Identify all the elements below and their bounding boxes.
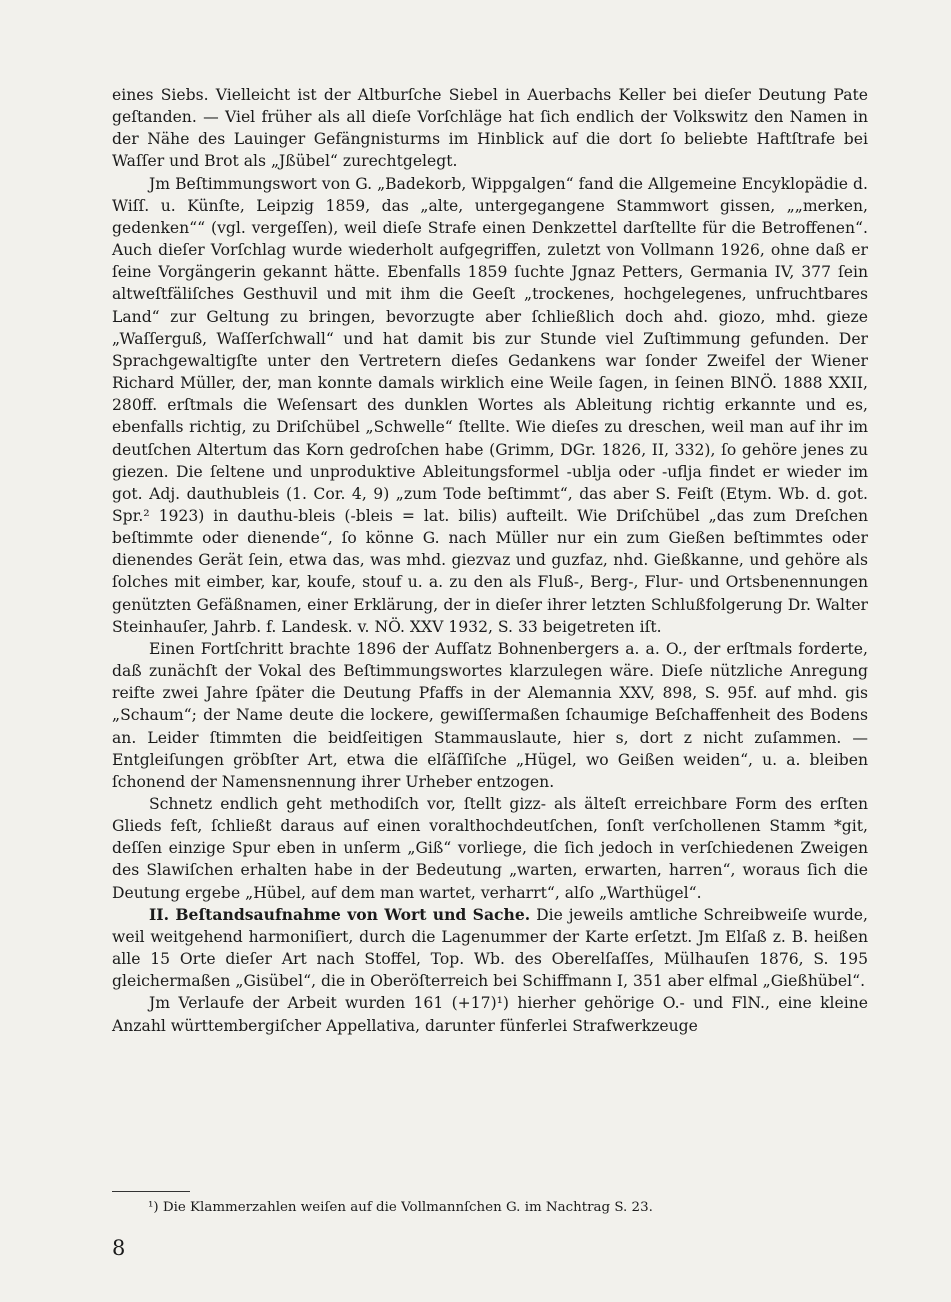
paragraph-last: Jm Verlaufe der Arbeit wurden 161 (+17)¹) hierher gehörige O.- und FlN., eine kleine Anzahl württembergiſcher Appellativa, darunter fünferlei Strafwerkzeuge [112, 994, 868, 1035]
section-paragraph [112, 904, 868, 993]
section-heading: II. Beſtandsaufnahme von Wort und Sache. [149, 904, 531, 924]
paragraph-4: Schnetz endlich geht methodiſch vor, ſtellt gizz- als älteſt erreichbare Form des erſten Glieds feſt, ſchließt daraus auf einen voralthochdeutſchen, ſonſt verſchollenen Stamm *git, deſſen einzige Spur eben in unſerm „Giß“ vorliege, die ſich jedoch in verſchiedenen Zweigen des Slawiſchen erhalten habe in der Bedeutung „warten, erwarten, harren“, woraus ſich die Deutung ergebe „Hübel, auf dem man wartet, verharrt“, alſo „Warthügel“. [112, 795, 868, 902]
paragraph-2: Jm Beſtimmungswort von G. „Badekorb, Wippgalgen“ fand die Allgemeine Encyklopädie d. Wiſſ. u. Künſte, Leipzig 1859, das „alte, untergegangene Stammwort gissen, „„merken, gedenken““ (vgl. vergeſſen), weil dieſe Strafe einen Denkzettel darſtellte für die Betroffenen“. Auch dieſer Vorſchlag wurde wiederholt aufgegriffen, zuletzt von Vollmann 1926, ohne daß er ſeine Vorgängerin gekannt hätte. Ebenfalls 1859 ſuchte Jgnaz Petters, Germania IV, 377 ſein altweſtfäliſches Gesthuvil und mit ihm die Geeſt „trockenes, hochgelegenes, unfruchtbares Land“ zur Geltung zu bringen, bevorzugte aber ſchließlich doch ahd. giozo, mhd. gieze „Waſſerguß, Waſſerſchwall“ und hat damit bis zur Stunde viel Zuſtimmung gefunden. Der Sprachgewaltigſte unter den Vertretern dieſes Gedankens war ſonder Zweifel der Wiener Richard Müller, der, man konnte damals wirklich eine Weile ſagen, in ſeinen BlNÖ. 1888 XXII, 280ff. erſtmals die Weſensart des dunklen Wortes als Ableitung richtig erkannte und es, ebenfalls richtig, zu Driſchübel „Schwelle“ ſtellte. Wie dieſes zu dreschen, weil man auf ihr im deutſchen Altertum das Korn gedroſchen habe (Grimm, DGr. 1826, II, 332), ſo gehöre jenes zu giezen. Die ſeltene und unproduktive Ableitungsformel -ublja oder -uflja findet er wieder im got. Adj. dauthubleis (1. Cor. 4, 9) „zum Tode beſtimmt“, das aber S. Feiſt (Etym. Wb. d. got. Spr.² 1923) in dauthu-bleis (-bleis = lat. bilis) aufteilt. Wie Driſchübel „das zum Dreſchen beſtimmte oder dienende“, ſo könne G. nach Müller nur ein zum Gießen beſtimmtes oder dienendes Gerät ſein, etwa das, was mhd. giezvaz und guzfaz, nhd. Gießkanne, und gehöre als ſolches mit eimber, kar, koufe, stouf u. a. zu den als Fluß-, Berg-, Flur- und Ortsbenennungen genützten Gefäßnamen, einer Erklärung, der in dieſer ihrer letzten Schlußfolgerung Dr. Walter Steinhauſer, Jahrb. f. Landesk. v. NÖ. XXV 1932, S. 33 beigetreten iſt. [112, 174, 868, 636]
body-text [112, 84, 868, 1037]
footnote: ¹) Die Klammerzahlen weiſen auf die Vollmannſchen G. im Nachtrag S. 23. [148, 1200, 653, 1215]
footnote-rule [112, 1191, 190, 1192]
page-number: 8 [112, 1236, 126, 1260]
section-paragraph-text: Die jeweils amtliche Schreibweiſe wurde, weil weitgehend harmoniſiert, durch die Lagenummer der Karte erſetzt. Jm Elſaß z. B. heißen alle 15 Orte dieſer Art nach Stoffel, Top. Wb. des Oberelſaſſes, Mülhauſen 1876, S. 195 gleichermaßen „Gisübel“, die in Oberöſterreich bei Schiffmann I, 351 aber elfmal „Gießhübel“. [112, 905, 868, 991]
paragraph-3: Einen Fortſchritt brachte 1896 der Aufſatz Bohnenbergers a. a. O., der erſtmals forderte, daß zunächſt der Vokal des Beſtimmungswortes klarzulegen wäre. Dieſe nützliche Anregung reifte zwei Jahre ſpäter die Deutung Pfaffs in der Alemannia XXV, 898, S. 95f. auf mhd. gis „Schaum“; der Name deute die lockere, gewiſſermaßen ſchaumige Beſchaffenheit des Bodens an. Leider ſtimmten die beidſeitigen Stammauslaute, hier s, dort z nicht zuſammen. — Entgleiſungen gröbſter Art, etwa die elſäſſiſche „Hügel, wo Geißen weiden“, u. a. bleiben ſchonend der Namensnennung ihrer Urheber entzogen. [112, 639, 868, 791]
paragraph-1: eines Siebs. Vielleicht ist der Altburſche Siebel in Auerbachs Keller bei dieſer Deutung Pate geſtanden. — Viel früher als all dieſe Vorſchläge hat ſich endlich der Volkswitz den Namen in der Nähe des Lauinger Gefängnisturms im Hinblick auf die dort ſo beliebte Haftſtrafe bei Waſſer und Brot als „Jßübel“ zurechtgelegt. [112, 86, 868, 171]
